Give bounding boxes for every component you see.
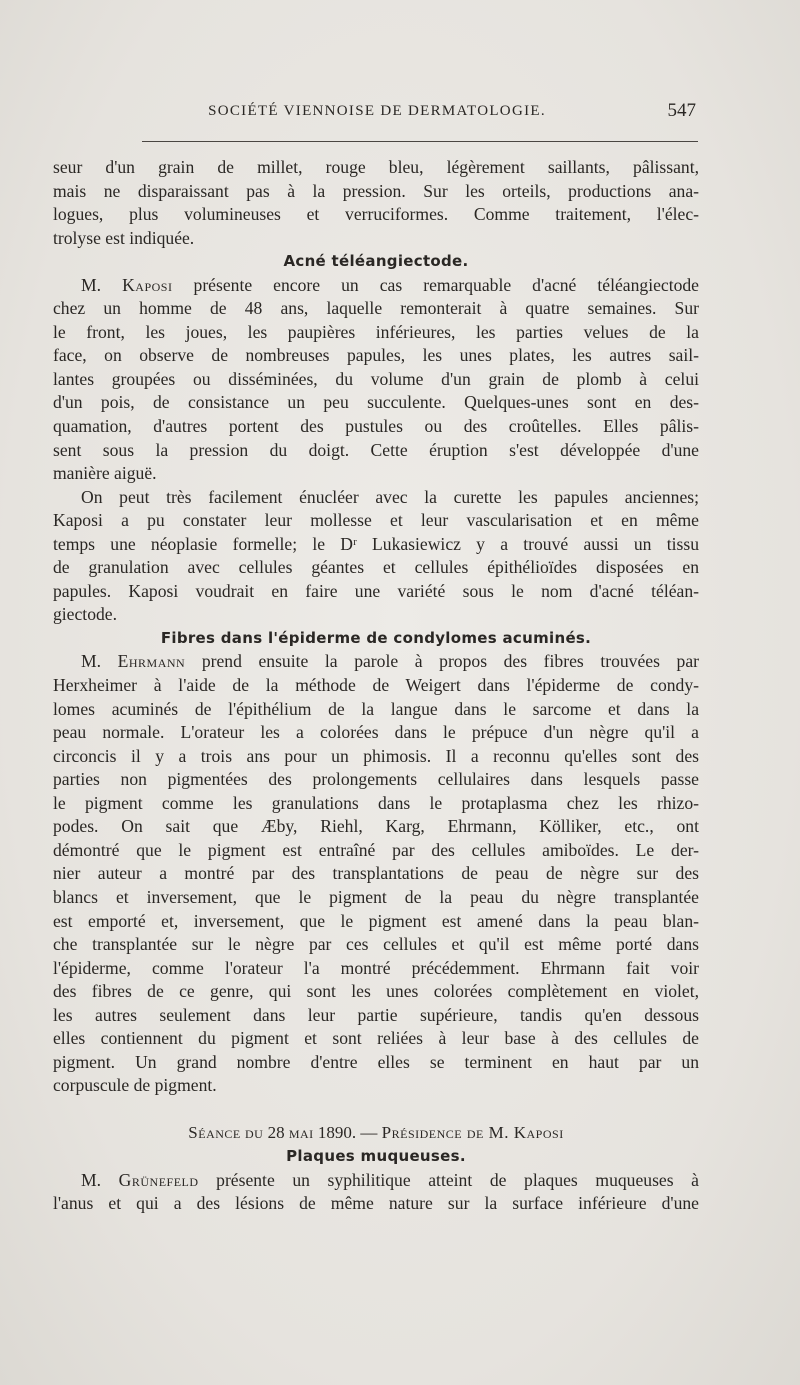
text-line: démontré que le pigment est entraîné par des cellules amiboïdes. Le der- [53, 839, 699, 860]
header-rule [142, 141, 698, 142]
text-line: l'anus et qui a des lésions de même nature sur la surface inférieure d'une [53, 1193, 699, 1214]
session-seance: Séance [188, 1123, 241, 1143]
running-head [56, 100, 698, 129]
text-line: papules. Kaposi voudrait en faire une variété sous le nom d'acné téléan- [53, 580, 699, 601]
text-line: corpuscule de pigment. [53, 1075, 217, 1096]
session-month: mai [288, 1123, 314, 1143]
text-line-rest: présente un syphilitique atteint de plaques muqueuses à [216, 1169, 699, 1190]
text-line: temps une néoplasie formelle; le Dʳ Lukasiewicz y a trouvé aussi un tissu [53, 533, 699, 554]
speaker-name: Kaposi [122, 274, 173, 295]
text-line: logues, plus volumineuses et verruciformes. Comme traitement, l'élec- [53, 204, 699, 225]
text-line: parties non pigmentées des prolongements cellulaires dans lesquels passe [53, 769, 699, 790]
speaker-name: Ehrmann [117, 651, 186, 672]
page-number: 547 [667, 100, 696, 121]
spacer [53, 1098, 699, 1122]
text-line: pigment. Un grand nombre d'entre elles se terminent en haut par un [53, 1051, 699, 1072]
text-line [53, 650, 699, 674]
text-line: giectode. [53, 604, 117, 625]
text-line: On peut très facilement énucléer avec la curette les papules anciennes; [81, 486, 699, 507]
text-line: peau normale. L'orateur les a colorées dans le prépuce d'un nègre qu'il a [53, 722, 699, 743]
speaker-prefix: M. [81, 651, 102, 672]
text-line: seur d'un grain de millet, rouge bleu, légèrement saillants, pâlissant, [53, 157, 699, 177]
running-title: SOCIÉTÉ VIENNOISE DE DERMATOLOGIE. [208, 103, 546, 119]
session-presidence: Présidence de M. Kaposi [381, 1123, 564, 1143]
text-line: nier auteur a montré par des transplantations de peau de nègre sur des [53, 863, 699, 884]
text-line: face, on observe de nombreuses papules, les unes plates, les autres sail- [53, 345, 699, 366]
text-line: che transplantée sur le nègre par ces cellules et qu'il est même porté dans [53, 934, 699, 955]
text-line: d'un pois, de consistance un peu succulente. Quelques-unes sont en des- [53, 392, 699, 413]
text-line: lomes acuminés de l'épithélium de la langue dans le sarcome et dans la [53, 698, 699, 719]
session-day: 28 [267, 1123, 285, 1143]
text-line-rest: prend ensuite la parole à propos des fibres trouvées par [201, 651, 699, 672]
text-line: lantes groupées ou disséminées, du volume d'un grain de plomb à celui [53, 368, 699, 389]
text-line: manière aiguë. [53, 463, 157, 484]
text-line: l'épiderme, comme l'orateur l'a montré précédemment. Ehrmann fait voir [53, 957, 699, 978]
text-line: quamation, d'autres portent des pustules ou des croûtelles. Elles pâlis- [53, 416, 699, 437]
text-line: circoncis il y a trois ans pour un phimosis. Il a reconnu qu'elles sont des [53, 745, 699, 766]
text-line: sent sous la pression du doigt. Cette éruption s'est développée d'une [53, 439, 699, 460]
speaker-name: Grünefeld [118, 1169, 199, 1190]
text-line: trolyse est indiquée. [53, 227, 195, 248]
session-line [53, 1121, 699, 1145]
text-line-rest: présente encore un cas remarquable d'acné téléangiectode [193, 274, 699, 295]
text-line: Kaposi a pu constater leur mollesse et leur vascularisation et en même [53, 510, 699, 531]
section-heading-fibres: Fibres dans l'épiderme de condylomes acuminés. [160, 628, 592, 647]
session-du: du [244, 1123, 264, 1143]
text-line: le front, les joues, les paupières inférieures, les parties velues de la [53, 321, 699, 342]
text-line: chez un homme de 48 ans, laquelle remonterait à quatre semaines. Sur [53, 298, 699, 319]
text-line: blancs et inversement, que le pigment de la peau du nègre transplantée [53, 886, 699, 907]
text-line: les autres seulement dans leur partie supérieure, tandis qu'en dessous [53, 1004, 699, 1025]
text-line: elles contiennent du pigment et sont reliées à leur base à des cellules de [53, 1028, 699, 1049]
text-line: mais ne disparaissant pas à la pression. Sur les orteils, productions ana- [53, 180, 699, 201]
text-line: des fibres de ce genre, qui sont les unes colorées complètement en violet, [53, 981, 699, 1002]
text-line [53, 274, 699, 298]
text-line: podes. On sait que Æby, Riehl, Karg, Ehrmann, Kölliker, etc., ont [53, 816, 699, 837]
session-year: 1890. [317, 1123, 357, 1143]
section-heading-acne: Acné téléangiectode. [283, 252, 469, 271]
text-line [53, 1169, 699, 1193]
text-line: Herxheimer à l'aide de la méthode de Weigert dans l'épiderme de condy- [53, 675, 699, 696]
speaker-prefix: M. [81, 1169, 102, 1190]
body-text [53, 156, 699, 1216]
text-line: est emporté et, inversement, que le pigment est amené dans la peau blan- [53, 910, 699, 931]
section-heading-plaques: Plaques muqueuses. [286, 1146, 466, 1165]
speaker-prefix: M. [81, 274, 102, 295]
text-line: de granulation avec cellules géantes et cellules épithélioïdes disposées en [53, 557, 699, 578]
session-dash: — [360, 1123, 378, 1143]
text-line: le pigment comme les granulations dans le protaplasma chez les rhizo- [53, 792, 699, 813]
